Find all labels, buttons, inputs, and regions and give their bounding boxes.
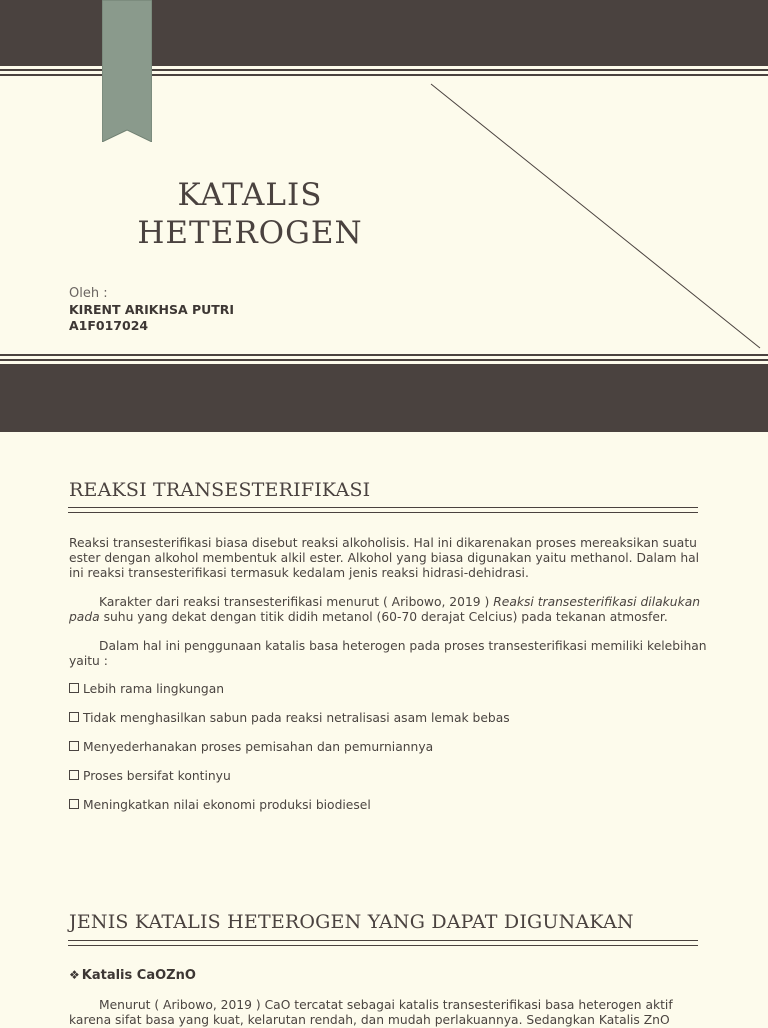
checkbox-square-icon <box>69 712 79 722</box>
bottom-rule-1 <box>0 354 768 356</box>
list-item: Meningkatkan nilai ekonomi produksi biodiesel <box>69 798 371 813</box>
heading-rule-1b <box>68 512 698 513</box>
paragraph-caozno: Menurut ( Aribowo, 2019 ) CaO tercatat sebagai katalis transesterifikasi basa heterogen aktif karena sifat basa yang kuat, kelarutan rendah, dan mudah perlakuannya. Sedangkan Katalis ZnO <box>69 998 673 1027</box>
bottom-rule-2 <box>0 359 768 361</box>
karakter-text-end: suhu yang dekat dengan titik didih metanol (60-70 derajat Celcius) pada tekanan atmosfer. <box>99 610 668 624</box>
paragraph-kelebihan: Dalam hal ini penggunaan katalis basa heterogen pada proses transesterifikasi memiliki kelebihan yaitu : <box>69 639 707 668</box>
section-heading-jenis-katalis: JENIS KATALIS HETEROGEN YANG DAPAT DIGUNAKAN <box>69 911 634 933</box>
byline <box>69 286 234 334</box>
title-line-2: HETEROGEN <box>137 215 363 251</box>
student-id: A1F017024 <box>69 318 149 333</box>
bookmark-ribbon <box>102 0 152 142</box>
karakter-text-italic: Reaksi transesterifikasi dilakukan pada <box>69 595 701 624</box>
list-item: Proses bersifat kontinyu <box>69 769 231 784</box>
list-item: Tidak menghasilkan sabun pada reaksi netralisasi asam lemak bebas <box>69 711 510 726</box>
diamond-bullet-icon: ❖ <box>69 968 80 982</box>
checkbox-square-icon <box>69 683 79 693</box>
list-item: Menyederhanakan proses pemisahan dan pemurniannya <box>69 740 433 755</box>
checkbox-square-icon <box>69 770 79 780</box>
karakter-text-start: Karakter dari reaksi transesterifikasi menurut ( Aribowo, 2019 ) <box>99 595 494 609</box>
bottom-band <box>0 364 768 432</box>
author-name: KIRENT ARIKHSA PUTRI <box>69 302 235 317</box>
byline-label: Oleh : <box>69 286 108 301</box>
section-heading-transesterifikasi: REAKSI TRANSESTERIFIKASI <box>69 479 371 501</box>
checkbox-square-icon <box>69 799 79 809</box>
subheading-katalis-caozno: ❖ Katalis CaOZnO <box>69 968 196 983</box>
heading-rule-1a <box>68 507 698 508</box>
cover-title <box>130 176 370 252</box>
title-line-1: KATALIS <box>177 177 323 213</box>
heading-rule-2b <box>68 945 698 946</box>
paragraph-karakter <box>69 595 709 625</box>
heading-rule-2a <box>68 940 698 941</box>
paragraph-intro: Reaksi transesterifikasi biasa disebut reaksi alkoholisis. Hal ini dikarenakan proses mereaksikan suatu ester dengan alkohol membentuk alkil ester. Alkohol yang biasa digunakan yaitu methanol. Dalam hal ini reaksi transesterifikasi termasuk kedalam jenis reaksi hidrasi-dehidrasi. <box>69 536 700 580</box>
list-item: Lebih rama lingkungan <box>69 682 224 697</box>
checkbox-square-icon <box>69 741 79 751</box>
